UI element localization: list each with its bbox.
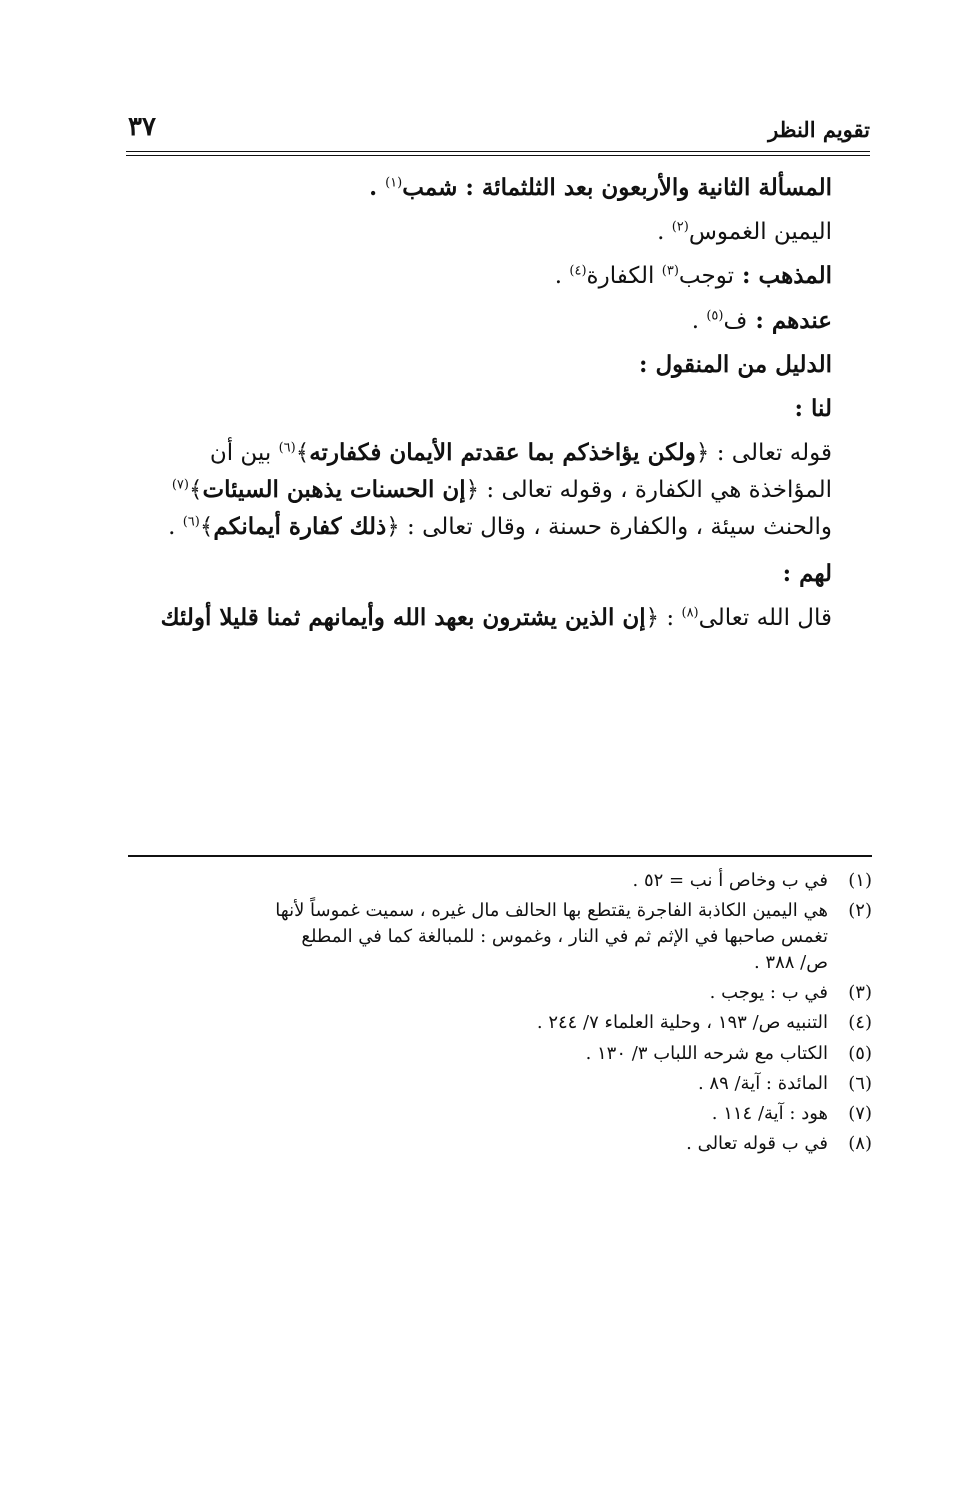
footnote-8 — [128, 1131, 872, 1157]
footnote-number: (٥) — [848, 1042, 872, 1064]
quran-bracket-open: ﴿ — [465, 476, 480, 503]
madhhab-text-2: الكفارة — [586, 263, 662, 290]
footnote-1 — [128, 868, 872, 894]
quran-verse: إن الذين يشترون بعهد الله وأيمانهم ثمنا قليلا أولئك — [160, 603, 646, 631]
text-segment: بين أن — [209, 440, 279, 467]
footnote-line: التنبيه ص/ ١٩٣ ، وحلية العلماء ٧/ ٢٤٤ . — [536, 1012, 828, 1034]
issue-heading-end: . — [369, 174, 386, 201]
lana-line-1 — [128, 435, 832, 472]
header-rule — [126, 151, 870, 152]
madhhab-end: . — [554, 263, 570, 290]
footnote-line: الكتاب مع شرحه اللباب ٣/ ١٣٠ . — [585, 1042, 828, 1064]
indahum-label: عندهم : — [747, 306, 832, 334]
footnote-body — [128, 1041, 828, 1067]
indahum-text: ف — [723, 307, 748, 334]
issue-heading — [128, 172, 832, 204]
madhhab-text: توجب — [678, 263, 734, 290]
madhhab-label: المذهب : — [734, 262, 832, 290]
footnote-number: (٧) — [848, 1102, 872, 1124]
footnote-body — [128, 898, 828, 976]
main-text — [128, 172, 832, 637]
footnote-line: تغمس صاحبها في الإثم ثم في النار ، وغموس : للمبالغة كما في المطلع — [301, 926, 828, 948]
footnote-ref-6: (٦) — [278, 440, 296, 456]
header-rule-second — [126, 155, 870, 156]
quran-verse: إن الحسنات يذهبن السيئات — [202, 475, 466, 503]
footnote-number: (١) — [848, 870, 872, 891]
footnote-ref-7: (٧) — [171, 477, 189, 493]
footnote-ref-2: (٢) — [671, 219, 689, 235]
running-title: تقويم النظر — [768, 117, 870, 142]
indahum-end: . — [691, 307, 707, 334]
footnote-number: (٤) — [848, 1012, 872, 1034]
footnote-number: (٣) — [848, 982, 872, 1004]
footnote-2 — [128, 898, 872, 976]
text-segment: والحنث سيئة ، والكفارة حسنة ، وقال تعالى : — [399, 513, 832, 540]
quran-bracket-open: ﴿ — [386, 513, 400, 540]
quran-bracket-close: ﴾ — [295, 440, 310, 467]
footnote-ref-5: (٥) — [706, 307, 724, 323]
issue-subject-end: . — [657, 219, 672, 246]
running-head — [128, 112, 870, 142]
footnote-7 — [128, 1101, 872, 1127]
footnote-ref-3: (٣) — [661, 263, 679, 279]
footnote-4 — [128, 1010, 872, 1036]
footnote-body — [128, 980, 828, 1006]
issue-subject — [128, 216, 832, 248]
quran-bracket-close: ﴾ — [199, 513, 214, 540]
lahum-line — [128, 600, 832, 637]
footnote-number: (٦) — [848, 1072, 872, 1094]
footnote-3 — [128, 980, 872, 1006]
lana-heading: لنا : — [794, 394, 832, 422]
madhhab-line — [128, 260, 832, 292]
footnote-line: في ب وخاص أ نب = ٥٢ . — [632, 870, 828, 891]
text-segment: المؤاخذة هي الكفارة ، وقوله تعالى : — [479, 476, 832, 503]
quran-verse: ولكن يؤاخذكم بما عقدتم الأيمان فكفارته — [309, 439, 696, 467]
footnote-ref-8: (٨) — [681, 605, 699, 621]
footnote-number: (٢) — [848, 900, 872, 922]
footnote-ref-6b: (٦) — [182, 514, 200, 530]
footnote-6 — [128, 1071, 872, 1097]
lana-paragraph — [128, 435, 832, 545]
text-segment: قوله تعالى : — [709, 440, 832, 467]
footnote-ref-1: (١) — [385, 175, 403, 191]
page-number: ٣٧ — [128, 112, 156, 142]
footnote-line: هي اليمين الكاذبة الفاجرة يقتطع بها الحالف مال غيره ، سميت غموساً لأنها — [275, 900, 828, 922]
quran-bracket-close: ﴾ — [188, 476, 203, 503]
indahum-line — [128, 305, 832, 337]
issue-heading-text: المسألة الثانية والأربعون بعد الثلثمائة : شمب — [402, 174, 832, 201]
footnote-5 — [128, 1041, 872, 1067]
footnote-number: (٨) — [848, 1132, 872, 1154]
footnote-body — [128, 1131, 828, 1157]
footnote-line: المائدة : آية/ ٨٩ . — [697, 1072, 828, 1094]
footnote-ref-4: (٤) — [569, 263, 587, 279]
quran-bracket-open: ﴿ — [645, 604, 660, 631]
lana-line-2 — [128, 472, 832, 509]
footnote-line: ص/ ٣٨٨ . — [753, 952, 828, 974]
evidence-heading: الدليل من المنقول : — [638, 350, 832, 378]
quran-verse: ذلك كفارة أيمانكم — [213, 512, 387, 540]
lahum-heading: لهم : — [782, 559, 832, 587]
footnote-body — [128, 1071, 828, 1097]
quran-bracket-open: ﴿ — [695, 440, 710, 467]
footnote-line: في ب قوله تعالى . — [686, 1132, 828, 1154]
footnote-body — [128, 1010, 828, 1036]
footnote-body — [128, 868, 828, 894]
text-segment: . — [168, 513, 183, 540]
footnotes — [128, 868, 872, 1161]
footnote-line: في ب : يوجب . — [709, 982, 828, 1004]
issue-subject-text: اليمين الغموس — [688, 219, 832, 246]
lana-line-3 — [128, 509, 832, 546]
footnote-body — [128, 1101, 828, 1127]
text-segment: : — [659, 604, 682, 631]
footnote-separator — [128, 855, 872, 857]
footnote-line: هود : آية/ ١١٤ . — [711, 1102, 828, 1124]
text-segment: قال الله تعالى — [698, 604, 832, 631]
